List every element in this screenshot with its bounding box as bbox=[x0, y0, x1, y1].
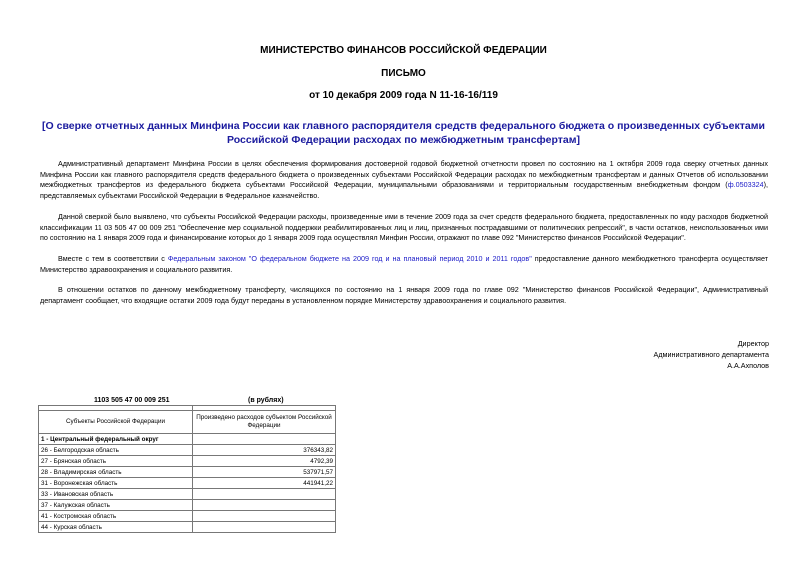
document-type: ПИСЬМО bbox=[381, 68, 426, 79]
paragraph-3-text-a: Вместе с тем в соответствии с bbox=[58, 254, 168, 263]
currency-unit: (в рублях) bbox=[248, 397, 284, 404]
paragraph-3-text-b: предоставление данного межбюджетного трансферта осуществляет Министерство здравоохранения и социального развития. bbox=[40, 254, 768, 274]
row-value bbox=[193, 522, 336, 533]
table-header-row bbox=[39, 411, 336, 434]
table-row bbox=[39, 522, 336, 533]
row-region: 33 - Ивановская область bbox=[39, 489, 193, 500]
row-value: 441941,22 bbox=[193, 478, 336, 489]
table-group-row bbox=[39, 434, 336, 445]
row-region: 28 - Владимирская область bbox=[39, 467, 193, 478]
column-header-expenses: Произведено расходов субъектом Российской Федерации bbox=[193, 411, 336, 434]
document-date: от 10 декабря 2009 года N 11-16-16/119 bbox=[309, 90, 498, 101]
table-row bbox=[39, 478, 336, 489]
document-subject: [О сверке отчетных данных Минфина России как главного распорядителя средств федерального бюджета о произведенных субъектами Российской Федерации расходах по межбюджетным трансфертам] bbox=[42, 120, 765, 146]
budget-code: 1103 505 47 00 009 251 bbox=[94, 397, 170, 404]
row-region: 37 - Калужская область bbox=[39, 500, 193, 511]
row-region: 26 - Белгородская область bbox=[39, 445, 193, 456]
table-row bbox=[39, 445, 336, 456]
expenses-table bbox=[38, 405, 336, 533]
ministry-heading: МИНИСТЕРСТВО ФИНАНСОВ РОССИЙСКОЙ ФЕДЕРАЦИИ bbox=[260, 45, 547, 56]
table-row bbox=[39, 511, 336, 522]
form-link[interactable]: ф.0503324 bbox=[727, 180, 764, 190]
row-value: 376343,82 bbox=[193, 445, 336, 456]
row-value bbox=[193, 500, 336, 511]
table-row bbox=[39, 467, 336, 478]
row-region: 41 - Костромская область bbox=[39, 511, 193, 522]
paragraph-3 bbox=[40, 254, 768, 275]
paragraph-2: Данной сверкой было выявлено, что субъекты Российской Федерации расходы, произведенные ими в течение 2009 года за счет средств федерального бюджета, предоставленных по коду расходов бюджетной классификации 11 03 505 47 00 009 251 "Обеспечение мер социальной поддержки реабилитированных лиц и лиц, признанных пострадавшими от политических репрессий", в части остатков, неиспользованных ими по состоянию на 1 января 2009 года и финансирование которых до 1 января 2009 года осуществлял Минфин России, отражают по главе 092 "Министерство финансов Российской Федерации". bbox=[40, 212, 768, 243]
table-row bbox=[39, 500, 336, 511]
paragraph-1 bbox=[40, 159, 768, 201]
column-header-subjects: Субъекты Российской Федерации bbox=[39, 411, 193, 434]
row-value: 4792,39 bbox=[193, 456, 336, 467]
signature-position: Директор bbox=[737, 339, 769, 348]
row-region: 31 - Воронежская область bbox=[39, 478, 193, 489]
federal-law-link[interactable]: Федеральным законом "О федеральном бюджете на 2009 год и на плановый период 2010 и 2011 годов" bbox=[167, 254, 532, 263]
table-row bbox=[39, 489, 336, 500]
signature-name: А.А.Ахполов bbox=[727, 361, 769, 370]
row-region: 44 - Курская область bbox=[39, 522, 193, 533]
paragraph-4: В отношении остатков по данному межбюджетному трансферту, числящихся по состоянию на 1 января 2009 года по главе 092 "Министерство финансов Российской Федерации", Административный департамент сообщает, что входящие остатки 2009 года будут переданы в установленном порядке Министерству здравоохранения и социального развития. bbox=[40, 285, 768, 305]
group-label: 1 - Центральный федеральный округ bbox=[39, 434, 193, 445]
signature-block bbox=[654, 338, 769, 371]
row-region: 27 - Брянская область bbox=[39, 456, 193, 467]
signature-department: Административного департамента bbox=[653, 350, 769, 359]
row-value bbox=[193, 489, 336, 500]
row-value bbox=[193, 511, 336, 522]
paragraph-1-text-a: Административный департамент Минфина России в целях обеспечения формирования достоверной годовой бюджетной отчетности провел по состоянию на 1 октября 2009 года сверку отчетных данных Минфина России как главного распорядителя средств федерального бюджета о произведенных субъектами Российской Федерации расходах по межбюджетным трансфертам и данных Отчетов об использовании межбюджетных трансфертов из федерального бюджета субъектами Российской Федерации, муниципальными образованиями и территориальным государственным внебюджетным фондом ( bbox=[40, 159, 768, 190]
paragraph-1-text-b: ), представляемых субъектами Российской Федерации в Федеральное казначейство. bbox=[40, 180, 768, 200]
row-value: 537971,57 bbox=[193, 467, 336, 478]
table-row bbox=[39, 456, 336, 467]
